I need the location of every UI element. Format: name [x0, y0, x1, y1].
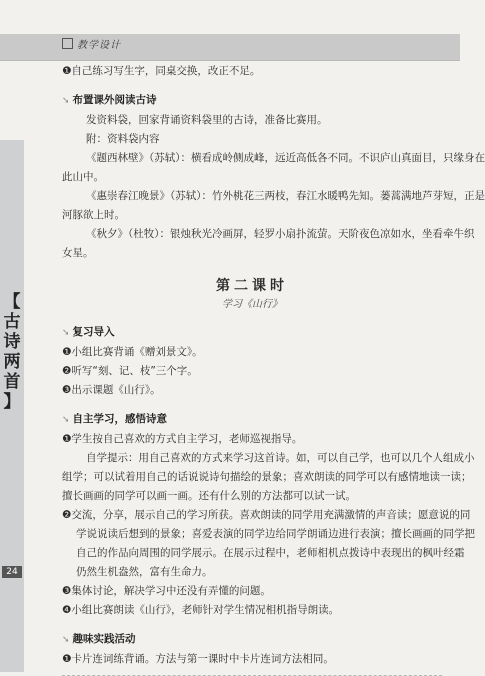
lesson-subtitle: 学习《山行》: [222, 299, 282, 310]
header-label: [62, 38, 121, 54]
text-line: 河豚欲上时。: [62, 209, 125, 221]
header-label-text: 教学设计: [77, 40, 121, 51]
list-item: ❶自己练习写生字，同桌交换，改正不足。: [62, 65, 261, 77]
list-item: ❸集体讨论，解决学习中还没有弄懂的问题。: [62, 585, 271, 597]
list-item: ❶学生按自己喜欢的方式自主学习，老师巡视指导。: [62, 433, 303, 445]
bracket-close: 】: [3, 392, 21, 412]
side-title: [2, 292, 22, 412]
bracket-open: 【: [3, 292, 21, 312]
text-line: 《惠崇春江晚景》（苏轼）：竹外桃花三两枝，春江水暖鸭先知。蒌蒿满地芦芽短，正是: [86, 190, 485, 202]
side-char: 首: [3, 372, 21, 392]
text-line: 女星。: [62, 247, 94, 259]
main-content: [62, 62, 485, 676]
section-heading-text: 复习导入: [72, 326, 115, 338]
square-icon: [62, 38, 73, 49]
section-heading-text: 布置课外阅读古诗: [72, 94, 157, 106]
arrow-icon: ➘: [62, 96, 70, 106]
lesson-title: 第二课时: [216, 278, 288, 294]
list-item: ❸出示课题《山行》。: [62, 384, 161, 396]
list-item: ❷交流，分享，展示自己的学习所获。喜欢朗读的同学用充满激情的声音读；愿意说的同: [62, 509, 471, 521]
section-heading-text: 趣味实践活动: [72, 633, 136, 645]
side-char: 两: [3, 352, 21, 372]
text-line: 组学；可以试着用自己的话说说诗句描绘的景象；喜欢朗读的同学可以有感情地读一读；: [62, 471, 472, 483]
section-heading: [62, 410, 442, 430]
text-line: 发资料袋，回家背诵资料袋里的古诗，准备比赛用。: [86, 114, 328, 126]
text-line: 学说说读后想到的景象；喜爱表演的同学边给同学朗诵边进行表演；擅长画画的同学把: [76, 528, 475, 540]
text-line: 擅长画画的同学可以画一画。还有什么别的方法都可以试一试。: [62, 490, 356, 502]
text-line: 仍然生机盎然，富有生命力。: [76, 566, 213, 578]
text-line: 自己的作品向周围的同学展示。在展示过程中，老师相机点拨诗中表现出的枫叶经霜: [76, 547, 465, 559]
text-line: 此山中。: [62, 171, 104, 183]
text-line: 《秋夕》（杜牧）：银烛秋光冷画屏，轻罗小扇扑流萤。天阶夜色凉如水，坐看牵牛织: [86, 228, 475, 240]
text-line: 附：资料袋内容: [86, 133, 160, 145]
section-heading: [62, 91, 442, 111]
list-item: ❶卡片连词练背诵。方法与第一课时中卡片连词方法相同。: [62, 653, 334, 665]
section-heading: [62, 323, 442, 343]
list-item: ❹小组比赛朗读《山行》，老师针对学生情况相机指导朗读。: [62, 604, 340, 616]
arrow-icon: ➘: [62, 635, 70, 645]
arrow-icon: ➘: [62, 328, 70, 338]
side-char: 古: [3, 312, 21, 332]
text-line: 自学提示：用自己喜欢的方式来学习这首诗。如，可以自己学，也可以几个人组成小: [86, 452, 475, 464]
list-item: ❶小组比赛背诵《赠刘景文》。: [62, 346, 203, 358]
side-char: 诗: [3, 332, 21, 352]
section-heading-text: 自主学习，感悟诗意: [72, 413, 168, 425]
arrow-icon: ➘: [62, 415, 70, 425]
text-line: 《题西林壁》（苏轼）：横看成岭侧成峰，远近高低各不同。不识庐山真面目，只缘身在: [86, 152, 485, 164]
section-heading: [62, 630, 442, 650]
list-item: ❷听写“刻、记、枝”三个字。: [62, 365, 198, 377]
page-number: 24: [2, 566, 22, 578]
